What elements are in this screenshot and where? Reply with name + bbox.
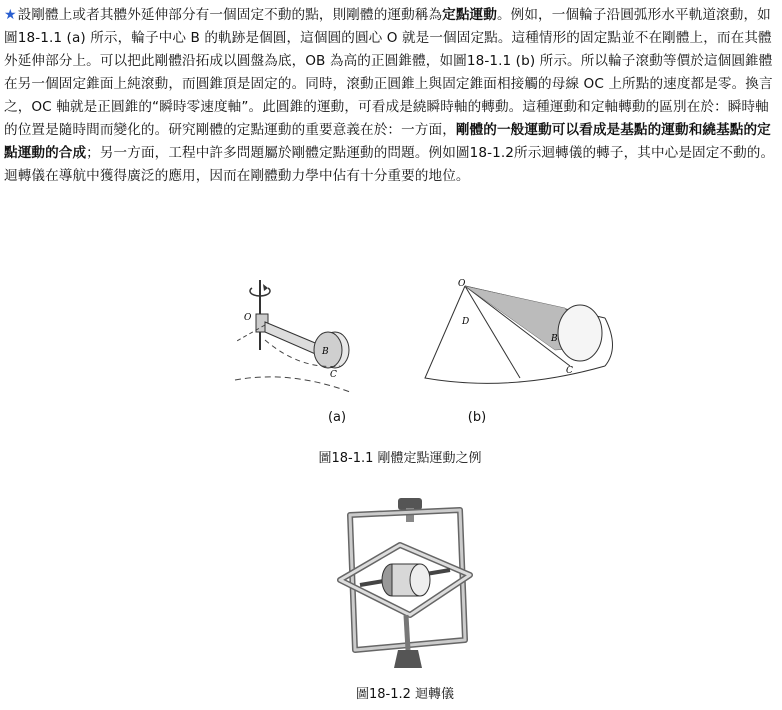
label-b-o: O bbox=[458, 279, 466, 289]
text-seg-3: 。例如，一個輪子沿圓弧形水平軌道滾動，如圖18-1.1 (a) 所示，輪子中心 B 的軌跡是個圓，這個圓的圓心 O 就是一個固定點。這種情形的固定點並不在剛體上，而在其體外延伸部分上。可以把此剛體沿拓成以圓盤為底，OB 為高的正圓錐體，如圖18-1.1 (b) 所示。所以輪子滾動等價於這個圓錐體在另一個固定錐面上純滾動，而圓錐頂是固定的。同時，滾動正圓錐上與固定錐面相接觸的母線 OC 上所點的速度都是零。換言之，OC 軸就是正圓錐的“瞬時零速度軸”。此圓錐的運動，可看成是繞瞬時軸的轉動。這種運動和定軸轉動的區別在於：瞬時軸的位置是隨時間而變化的。研究剛體的定點運動的重要意義在於：一方面， bbox=[4, 7, 773, 138]
star-icon: ★ bbox=[4, 7, 17, 23]
body-paragraph bbox=[4, 4, 780, 188]
figure-1-caption: 圖18-1.1 剛體定點運動之例 bbox=[318, 451, 482, 466]
label-a-c: C bbox=[330, 370, 337, 380]
label-a-b: B bbox=[322, 347, 329, 357]
figure-gyroscope-diagram bbox=[320, 490, 490, 670]
text-seg-2: 定點運動 bbox=[442, 7, 497, 23]
text-seg-4: 剛體的一般運動可以看成是基點的運動和繞基點的定點運動的合成 bbox=[4, 122, 771, 161]
text-seg-5: ；另一方面，工程中許多問題屬於剛體定點運動的問題。例如圖18-1.2所示迴轉儀的轉子，其中心是固定不動的。迴轉儀在導航中獲得廣泛的應用，因而在剛體動力學中佔有十分重要的地位。 bbox=[4, 145, 775, 184]
label-b-c: C bbox=[566, 366, 573, 376]
figure-2-caption: 圖18-1.2 迴轉儀 bbox=[355, 687, 455, 702]
figure-a-wheel-diagram bbox=[230, 270, 380, 395]
label-b-b: B bbox=[551, 334, 558, 344]
subcaption-b: (b) bbox=[467, 410, 487, 425]
label-b-d: D bbox=[462, 317, 470, 327]
text-seg-1: 設剛體上或者其體外延伸部分有一個固定不動的點，則剛體的運動稱為 bbox=[17, 7, 443, 23]
label-a-o: O bbox=[244, 313, 252, 323]
figure-b-cone-diagram bbox=[410, 278, 620, 393]
subcaption-a: (a) bbox=[327, 410, 347, 425]
